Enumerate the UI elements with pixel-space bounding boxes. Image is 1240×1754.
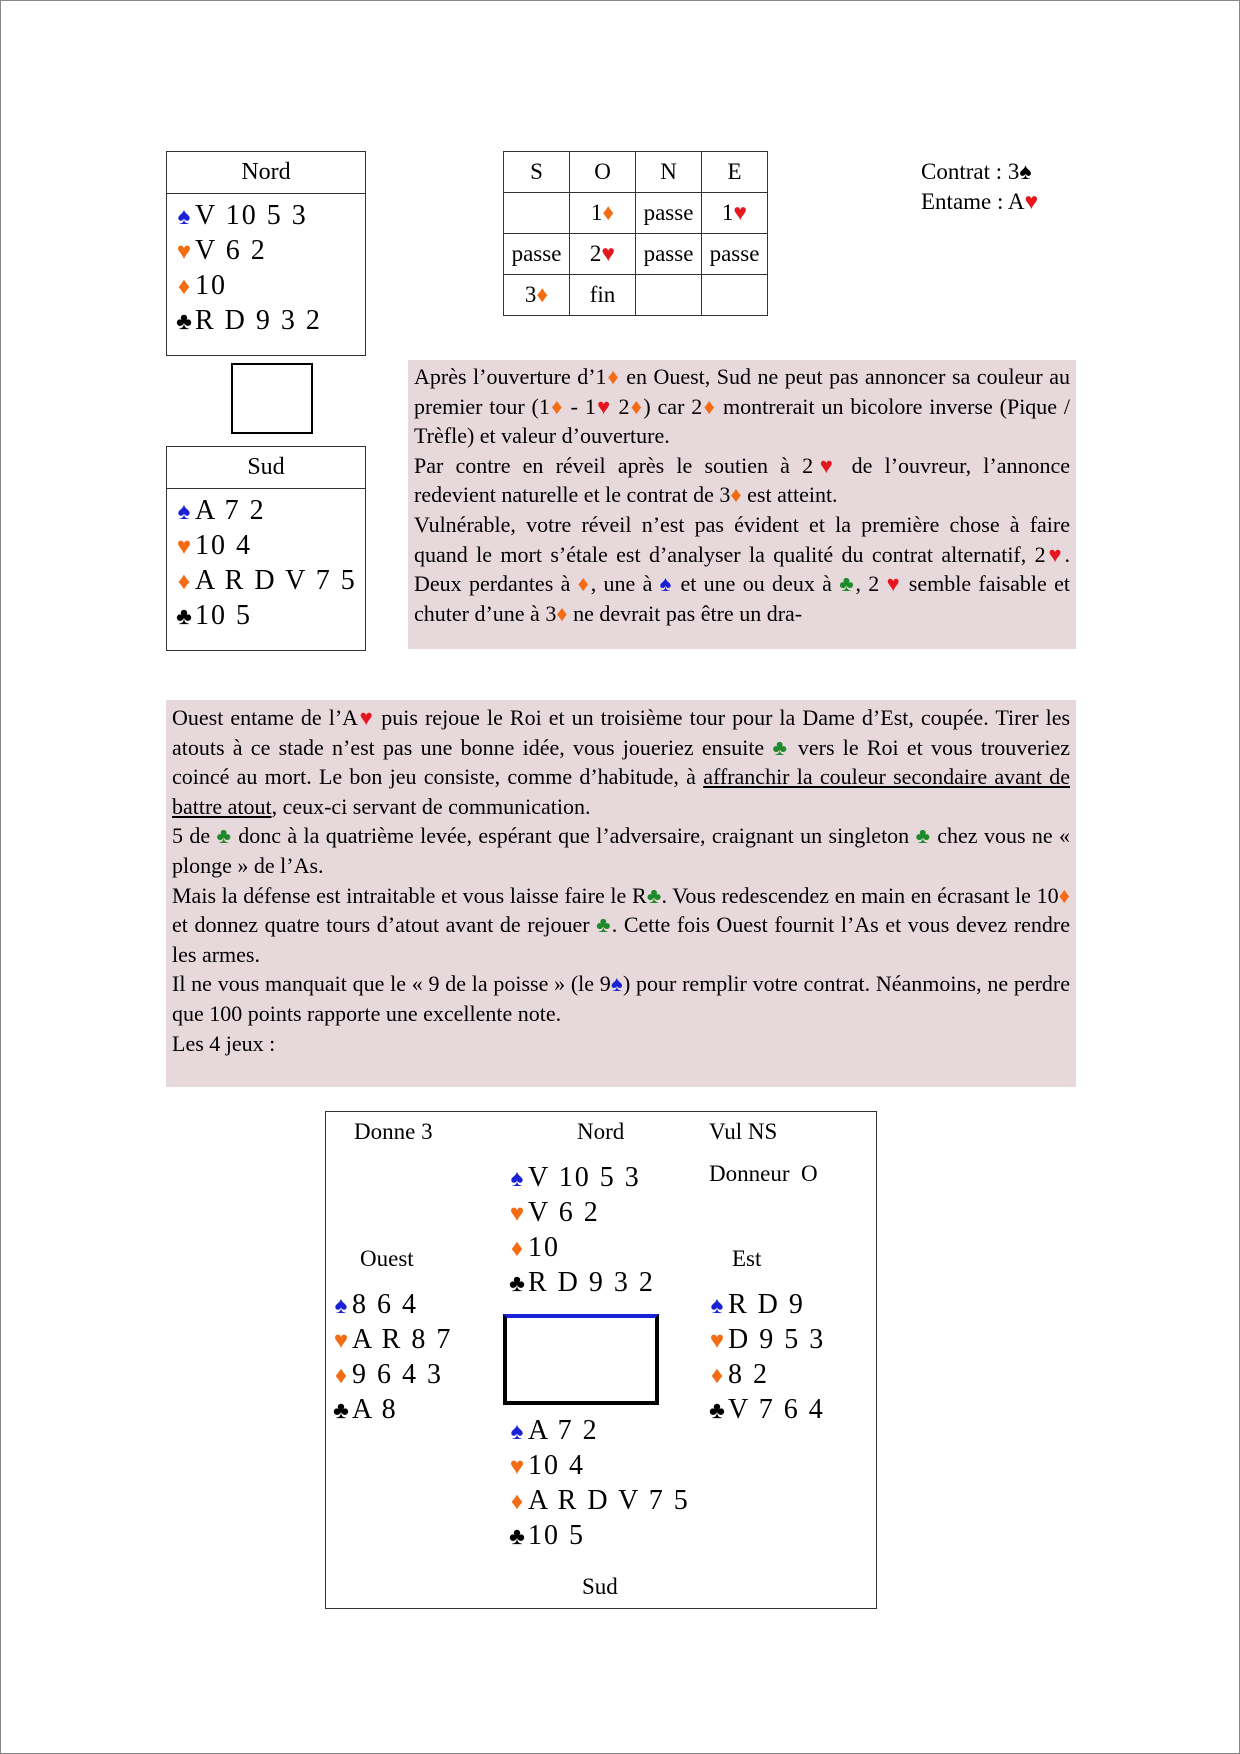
deal-east-label: Est [732,1246,762,1271]
contract-info [921,157,1038,217]
deal-north-hand: ♠ V 10 5 3 ♥ V 6 2 ♦ 10 ♣ R D 9 3 2 [506,1160,655,1300]
diamond-icon: ♦ [510,1489,524,1515]
bid-header: N [636,152,702,193]
bidding-row [504,234,768,275]
bid-header: E [702,152,768,193]
diamond-icon: ♦ [602,200,615,225]
spade-icon: ♠ [659,571,674,597]
south-diamonds-line [173,563,365,598]
bid-cell: passe [504,234,570,275]
diamond-icon: ♦ [702,393,717,419]
play-paragraph-1: Ouest entame de l’A♥ puis rejoue le Roi et un troisième tour pour la Dame d’Est, coupée. Tirer les atouts à ce stade n’est pas une bonne idée, vous joueriez ensuite ♣ vers le Roi et vous trouveriez coincé au mort. Le bon jeu consiste, comme d’habitude, à affranchir la couleur secondaire avant de battre atout, ceux-ci servant de communication. [172,705,1071,819]
diamond-icon: ♦ [730,482,742,508]
heart-icon: ♥ [176,534,192,560]
diamond-icon: ♦ [1058,882,1071,908]
north-hand-box [166,151,366,356]
club-icon: ♣ [216,823,232,849]
heart-icon: ♥ [709,1328,725,1354]
spade-icon: ♠ [710,1293,724,1319]
bidding-header-row [504,152,768,193]
deal-west-hand: ♠ 8 6 4 ♥ A R 8 7 ♦ 9 6 4 3 ♣ A 8 [330,1287,452,1427]
north-hearts-line [173,233,365,268]
north-clubs: R D 9 3 2 [195,305,322,336]
deal-west-label: Ouest [360,1246,414,1271]
lead-label: Entame : A [921,189,1025,214]
bid-cell: 2♥ [570,234,636,275]
deal-north-label: Nord [577,1119,625,1144]
north-diamonds: 10 [195,270,227,301]
deal-south-label: Sud [582,1574,618,1599]
heart-icon: ♥ [601,241,616,266]
deal-number: Donne 3 [354,1119,433,1144]
bidding-table [503,151,768,316]
club-icon: ♣ [176,604,192,630]
club-icon: ♣ [509,1271,525,1297]
play-paragraph-2: 5 de ♣ donc à la quatrième levée, espérant que l’adversaire, craignant un singleton ♣ chez vous ne « plonge » de l’As. [172,823,1071,878]
south-hearts: 10 4 [195,530,252,561]
heart-icon: ♥ [1024,189,1039,214]
heart-icon: ♥ [509,1201,525,1227]
bid-cell [504,193,570,234]
commentary-bidding [408,360,1076,649]
card-table [503,1314,659,1405]
diamond-icon: ♦ [177,569,191,595]
bid-cell: passe [636,234,702,275]
north-diamonds-line [173,268,365,303]
south-diamonds: A R D V 7 5 [195,565,357,596]
table-square [231,363,313,434]
heart-icon: ♥ [886,571,902,597]
diamond-icon: ♦ [577,571,591,597]
heart-icon: ♥ [595,393,612,419]
bid-header: O [570,152,636,193]
bidding-row [504,275,768,316]
spade-icon: ♠ [177,204,191,230]
spade-icon: ♠ [510,1419,524,1445]
club-icon: ♣ [646,882,662,908]
heart-icon: ♥ [1045,541,1065,567]
south-clubs-line [173,598,365,633]
heart-icon: ♥ [176,239,192,265]
bid-cell [636,275,702,316]
club-icon: ♣ [915,823,931,849]
south-clubs: 10 5 [195,600,252,631]
diamond-icon: ♦ [606,364,620,389]
bid-cell: 1♥ [702,193,768,234]
south-hearts-line [173,528,365,563]
play-paragraph-4: Il ne vous manquait que le « 9 de la poisse » (le 9♠) pour remplir votre contrat. Néanmoins, ne perdre que 100 points rapporte une excellente note. [172,971,1071,1026]
bid-cell: passe [702,234,768,275]
heart-icon: ♥ [733,200,748,225]
north-hearts: V 6 2 [195,235,267,266]
diamond-icon: ♦ [536,282,549,307]
bid-cell: passe [636,193,702,234]
club-icon: ♣ [772,734,790,760]
club-icon: ♣ [839,571,856,597]
bid-cell: 1♦ [570,193,636,234]
diamond-icon: ♦ [556,600,568,626]
club-icon: ♣ [596,912,612,938]
bidding-paragraph-2: Par contre en réveil après le soutien à 2♥ de l’ouvreur, l’annonce redevient naturelle et le contrat de 3♦ est atteint. [414,452,1070,508]
contract-label: Contrat : 3 [921,159,1020,184]
diamond-icon: ♦ [549,393,564,419]
north-spades: V 10 5 3 [195,200,308,231]
club-icon: ♣ [333,1398,349,1424]
diamond-icon: ♦ [334,1363,348,1389]
north-hand-title: Nord [167,152,365,194]
club-icon: ♣ [509,1524,525,1550]
south-spades: A 7 2 [195,495,266,526]
spade-icon: ♠ [510,1166,524,1192]
spade-icon: ♠ [610,971,623,997]
bid-cell: fin [570,275,636,316]
club-icon: ♣ [709,1398,725,1424]
bidding-paragraph-3: Vulnérable, votre réveil n’est pas évident et la première chose à faire quand le mort s’étale est d’analyser la qualité du contrat alternatif, 2♥. Deux perdantes à ♦, une à ♠ et une ou deux à ♣, 2 ♥ semble faisable et chuter d’une à 3♦ ne devrait pas être un dra- [414,511,1071,626]
deal-east-hand: ♠ R D 9 ♥ D 9 5 3 ♦ 8 2 ♣ V 7 6 4 [706,1287,825,1427]
heart-icon: ♥ [333,1328,349,1354]
bid-cell: 3♦ [504,275,570,316]
bidding-paragraph-1: Après l’ouverture d’1♦ en Ouest, Sud ne peut pas annoncer sa couleur au premier tour (1♦ - 1♥ 2♦) car 2♦ montrerait un bicolore inverse (Pique / Trèfle) et valeur d’ouverture. [414,364,1071,449]
north-clubs-line [173,303,365,338]
diamond-icon: ♦ [510,1236,524,1262]
south-spades-line [173,493,365,528]
spade-icon: ♠ [177,499,191,525]
diamond-icon: ♦ [629,393,644,419]
south-hand-box [166,446,366,651]
north-spades-line [173,198,365,233]
bid-header: S [504,152,570,193]
diamond-icon: ♦ [177,274,191,300]
play-paragraph-3: Mais la défense est intraitable et vous laisse faire le R♣. Vous redescendez en main en écrasant le 10♦ et donnez quatre tours d’atout avant de rejouer ♣. Cette fois Ouest fournit l’As et vous devez rendre les armes. [172,882,1071,967]
lead-line [921,187,1038,217]
spade-icon: ♠ [334,1293,348,1319]
play-paragraph-5: Les 4 jeux : [172,1030,276,1056]
spade-icon: ♠ [1019,159,1032,184]
club-icon: ♣ [176,309,192,335]
heart-icon: ♥ [358,705,375,730]
commentary-play [166,700,1076,1087]
deal-south-hand: ♠ A 7 2 ♥ 10 4 ♦ A R D V 7 5 ♣ 10 5 [506,1413,690,1553]
deal-vulnerability: Vul NS [709,1119,778,1144]
diamond-icon: ♦ [710,1363,724,1389]
deal-dealer: Donneur O [709,1161,818,1186]
bidding-row [504,193,768,234]
contract-line [921,157,1038,187]
heart-icon: ♥ [509,1454,525,1480]
south-hand-title: Sud [167,447,365,489]
bid-cell [702,275,768,316]
heart-icon: ♥ [813,452,840,478]
underlined-advice: affranchir la couleur secondaire avant de battre atout [172,764,1071,819]
